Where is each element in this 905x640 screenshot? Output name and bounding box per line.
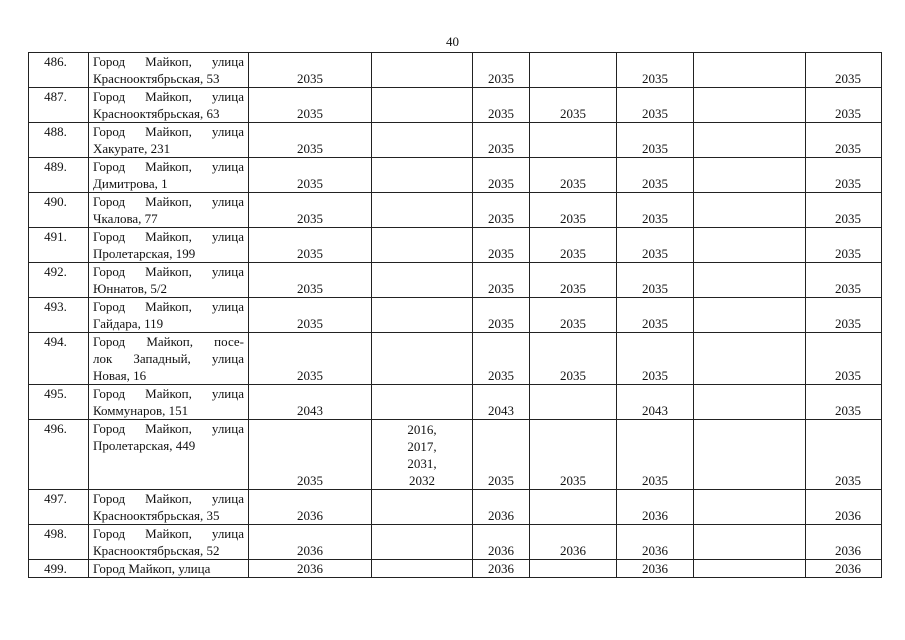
year-cell-2 xyxy=(372,158,473,193)
year-cell-6 xyxy=(694,228,806,263)
address-line: Юннатов, 5/2 xyxy=(93,281,167,296)
year-cell-3: 2035 xyxy=(473,228,530,263)
year-cell-7: 2035 xyxy=(806,228,882,263)
row-number: 497. xyxy=(29,490,89,525)
year-cell-1: 2035 xyxy=(249,333,372,385)
year-cell-2 xyxy=(372,88,473,123)
year-cell-1: 2035 xyxy=(249,228,372,263)
address-line: Город Майкоп, посе- xyxy=(93,334,244,349)
year-cell-6 xyxy=(694,420,806,490)
year-cell-2 xyxy=(372,560,473,578)
table-row xyxy=(29,228,882,263)
address-line: Город Майкоп, улица xyxy=(93,124,244,139)
year-cell-3: 2036 xyxy=(473,525,530,560)
address-line: Город Майкоп, улица xyxy=(93,194,244,209)
year-cell-7: 2035 xyxy=(806,298,882,333)
year-cell-7: 2035 xyxy=(806,263,882,298)
year-cell-4: 2035 xyxy=(530,228,617,263)
year-cell-3: 2035 xyxy=(473,53,530,88)
year-cell-4 xyxy=(530,490,617,525)
row-number: 496. xyxy=(29,420,89,490)
address-line: Город Майкоп, улица xyxy=(93,89,244,104)
year-cell-5: 2036 xyxy=(617,490,694,525)
address-cell xyxy=(89,490,249,525)
year-cell-2 xyxy=(372,333,473,385)
year-cell-6 xyxy=(694,193,806,228)
year-cell-6 xyxy=(694,490,806,525)
year-cell-1: 2036 xyxy=(249,490,372,525)
table-row xyxy=(29,88,882,123)
address-cell xyxy=(89,123,249,158)
year-cell-1: 2035 xyxy=(249,298,372,333)
year-cell-4 xyxy=(530,53,617,88)
row-number: 499. xyxy=(29,560,89,578)
row-number: 490. xyxy=(29,193,89,228)
year-cell-6 xyxy=(694,158,806,193)
year-cell-5: 2035 xyxy=(617,263,694,298)
row-number: 494. xyxy=(29,333,89,385)
year-cell-4: 2036 xyxy=(530,525,617,560)
year-cell-7: 2036 xyxy=(806,525,882,560)
year-cell-1: 2035 xyxy=(249,263,372,298)
year-cell-1: 2035 xyxy=(249,158,372,193)
address-cell xyxy=(89,193,249,228)
address-cell xyxy=(89,333,249,385)
year-cell-6 xyxy=(694,53,806,88)
year-cell-7: 2035 xyxy=(806,88,882,123)
year-cell-6 xyxy=(694,88,806,123)
year-cell-5: 2043 xyxy=(617,385,694,420)
year-cell-2 xyxy=(372,420,473,490)
table-row xyxy=(29,560,882,578)
year-cell-4: 2035 xyxy=(530,263,617,298)
table-row xyxy=(29,263,882,298)
address-line: Город Майкоп, улица xyxy=(93,421,244,436)
year-cell-7: 2035 xyxy=(806,53,882,88)
year-cell-5: 2035 xyxy=(617,88,694,123)
year-cell-4: 2035 xyxy=(530,193,617,228)
year-cell-3: 2036 xyxy=(473,490,530,525)
address-line: Краснооктябрьская, 63 xyxy=(93,106,220,121)
address-line: Димитрова, 1 xyxy=(93,176,168,191)
row-number: 495. xyxy=(29,385,89,420)
year-cell-6 xyxy=(694,525,806,560)
year-cell-5: 2035 xyxy=(617,333,694,385)
address-line: Краснооктябрьская, 35 xyxy=(93,508,220,523)
year-cell-2 xyxy=(372,490,473,525)
year-line: 2016, xyxy=(407,422,437,437)
year-cell-1: 2035 xyxy=(249,88,372,123)
address-line: Город Майкоп, улица xyxy=(93,229,244,244)
address-cell xyxy=(89,53,249,88)
address-line: Коммунаров, 151 xyxy=(93,403,189,418)
year-cell-6 xyxy=(694,385,806,420)
table-row xyxy=(29,333,882,385)
address-line: Город Майкоп, улица xyxy=(93,386,244,401)
year-cell-1: 2035 xyxy=(249,420,372,490)
year-cell-5: 2035 xyxy=(617,298,694,333)
year-cell-4: 2035 xyxy=(530,333,617,385)
year-cell-6 xyxy=(694,560,806,578)
address-cell xyxy=(89,385,249,420)
year-cell-6 xyxy=(694,263,806,298)
year-cell-2 xyxy=(372,123,473,158)
year-cell-7: 2035 xyxy=(806,385,882,420)
year-cell-1: 2035 xyxy=(249,193,372,228)
address-line: Чкалова, 77 xyxy=(93,211,158,226)
table-row xyxy=(29,420,882,490)
year-cell-3: 2043 xyxy=(473,385,530,420)
address-line: Город Майкоп, улица xyxy=(93,264,244,279)
year-cell-3: 2035 xyxy=(473,420,530,490)
address-cell xyxy=(89,158,249,193)
row-number: 491. xyxy=(29,228,89,263)
year-cell-7: 2036 xyxy=(806,490,882,525)
year-cell-1: 2036 xyxy=(249,525,372,560)
address-line: лок Западный, улица xyxy=(93,351,244,366)
year-cell-3: 2035 xyxy=(473,333,530,385)
address-line: Город Майкоп, улица xyxy=(93,561,211,576)
year-cell-5: 2035 xyxy=(617,193,694,228)
year-cell-4 xyxy=(530,385,617,420)
year-cell-3: 2035 xyxy=(473,123,530,158)
address-line: Пролетарская, 199 xyxy=(93,246,196,261)
year-cell-7: 2035 xyxy=(806,158,882,193)
year-cell-5: 2035 xyxy=(617,123,694,158)
year-cell-7: 2035 xyxy=(806,123,882,158)
year-cell-4: 2035 xyxy=(530,88,617,123)
schedule-table xyxy=(28,52,882,578)
year-cell-2 xyxy=(372,263,473,298)
year-cell-2 xyxy=(372,193,473,228)
year-cell-1: 2035 xyxy=(249,53,372,88)
address-line: Город Майкоп, улица xyxy=(93,299,244,314)
year-cell-2 xyxy=(372,525,473,560)
year-cell-6 xyxy=(694,123,806,158)
address-line: Хакурате, 231 xyxy=(93,141,171,156)
address-cell xyxy=(89,420,249,490)
address-line: Город Майкоп, улица xyxy=(93,491,244,506)
table-body xyxy=(29,53,882,578)
year-cell-5: 2036 xyxy=(617,525,694,560)
year-cell-1: 2035 xyxy=(249,123,372,158)
year-cell-4: 2035 xyxy=(530,298,617,333)
year-cell-6 xyxy=(694,298,806,333)
address-line: Город Майкоп, улица xyxy=(93,526,244,541)
year-cell-4: 2035 xyxy=(530,420,617,490)
table-row xyxy=(29,158,882,193)
year-cell-6 xyxy=(694,333,806,385)
year-cell-4: 2035 xyxy=(530,158,617,193)
year-cell-7: 2036 xyxy=(806,560,882,578)
year-cell-1: 2036 xyxy=(249,560,372,578)
year-cell-1: 2043 xyxy=(249,385,372,420)
row-number: 487. xyxy=(29,88,89,123)
year-cell-3: 2036 xyxy=(473,560,530,578)
year-cell-5: 2035 xyxy=(617,53,694,88)
address-line: Город Майкоп, улица xyxy=(93,54,244,69)
table-row xyxy=(29,298,882,333)
address-cell xyxy=(89,298,249,333)
address-cell xyxy=(89,263,249,298)
year-cell-3: 2035 xyxy=(473,298,530,333)
address-line: Новая, 16 xyxy=(93,368,147,383)
year-cell-5: 2036 xyxy=(617,560,694,578)
address-cell xyxy=(89,525,249,560)
year-cell-2 xyxy=(372,228,473,263)
row-number: 486. xyxy=(29,53,89,88)
year-cell-5: 2035 xyxy=(617,158,694,193)
address-cell xyxy=(89,560,249,578)
row-number: 498. xyxy=(29,525,89,560)
year-cell-5: 2035 xyxy=(617,228,694,263)
address-line: Город Майкоп, улица xyxy=(93,159,244,174)
table-row xyxy=(29,193,882,228)
address-line: Гайдара, 119 xyxy=(93,316,164,331)
year-cell-2 xyxy=(372,53,473,88)
table-row xyxy=(29,53,882,88)
page-number: 40 xyxy=(446,34,459,49)
address-line: Пролетарская, 449 xyxy=(93,438,196,453)
year-cell-3: 2035 xyxy=(473,193,530,228)
year-line: 2031, xyxy=(407,456,437,471)
year-cell-4 xyxy=(530,560,617,578)
year-cell-3: 2035 xyxy=(473,88,530,123)
table-row xyxy=(29,385,882,420)
row-number: 488. xyxy=(29,123,89,158)
table-row xyxy=(29,490,882,525)
address-cell xyxy=(89,228,249,263)
year-line: 2017, xyxy=(407,439,437,454)
year-cell-7: 2035 xyxy=(806,193,882,228)
table-row xyxy=(29,525,882,560)
table-row xyxy=(29,123,882,158)
year-cell-3: 2035 xyxy=(473,263,530,298)
year-cell-3: 2035 xyxy=(473,158,530,193)
row-number: 489. xyxy=(29,158,89,193)
year-cell-7: 2035 xyxy=(806,420,882,490)
address-line: Краснооктябрьская, 53 xyxy=(93,71,220,86)
year-cell-2 xyxy=(372,385,473,420)
row-number: 492. xyxy=(29,263,89,298)
row-number: 493. xyxy=(29,298,89,333)
year-cell-7: 2035 xyxy=(806,333,882,385)
year-cell-4 xyxy=(530,123,617,158)
year-cell-5: 2035 xyxy=(617,420,694,490)
year-line: 2032 xyxy=(409,473,435,488)
address-cell xyxy=(89,88,249,123)
address-line: Краснооктябрьская, 52 xyxy=(93,543,220,558)
year-cell-2 xyxy=(372,298,473,333)
